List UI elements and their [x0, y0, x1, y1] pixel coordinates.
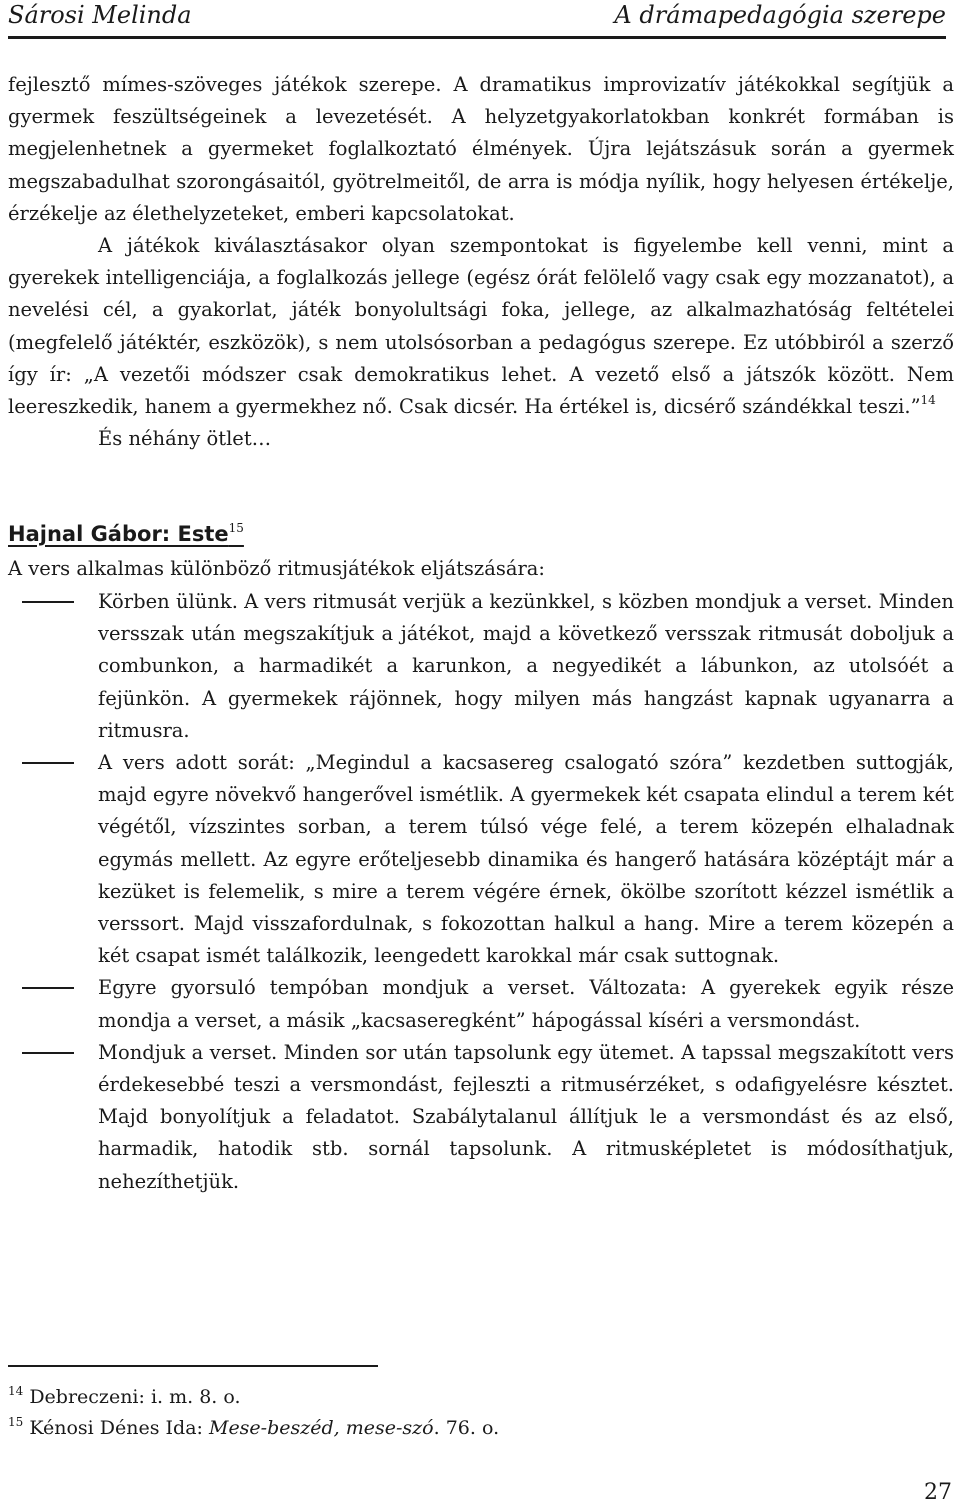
list-item	[8, 747, 954, 972]
page-number: 27	[924, 1480, 952, 1505]
paragraph-2	[8, 230, 954, 423]
list-item-text: A vers adott sorát: „Megindul a kacsasereg csalogató szóra” kezdetben suttogják, majd egyre növekvő hangerővel ismétlik. A gyermekek két csapata elindul a terem két végétől, vízszintes sorban, a terem túlsó vége felé, a terem közepén elhaladnak egymás mellett. Az egyre erőteljesebb dinamika és hangerő hatására középtájt már a kezüket is felemelik, s mire a terem végére érnek, ökölbe szorított kézzel ismétlik a verssort. Majd visszafordulnak, s fokozottan halkul a hang. Mire a terem közepén a két csapat ismét találkozik, leengedett karokkal már csak suttognak.	[98, 751, 954, 968]
list-item-text: Mondjuk a verset. Minden sor után tapsolunk egy ütemet. A tapssal megszakított vers érdekesebbé teszi a versmondást, fejleszti a ritmusérzéket, s odafigyelésre késztet. Majd bonyolítjuk a feladatot. Szabálytalanul állítjuk le a versmondást és az első, harmadik, hatodik stb. sornál tapsolunk. A ritmusképletet is módosíthatjuk, nehezíthetjük.	[98, 1040, 954, 1193]
footnote-text: Debreczeni: i. m. 8. o.	[29, 1386, 241, 1408]
paragraph-2-text: A játékok kiválasztásakor olyan szempontokat is figyelembe kell venni, mint a gyerekek intelligenciája, a foglalkozás jellege (egész órát felölelő vagy csak egy mozzanatot), a nevelési cél, a gyakorlat, játék bonyolultsági foka, jellege, az alkalmazhatóság feltételei (megfelelő játéktér, eszközök), s nem utolsósorban a pedagógus szerepe. Ez utóbbiról a szerző így ír: „A vezetői módszer csak demokratikus lehet. A vezető első a játszók között. Nem leereszkedik, hanem a gyermekhez nő. Csak dicsér. Ha értékel is, dicsérő szándékkal teszi.”	[8, 234, 954, 419]
list-item-text: Körben ülünk. A vers ritmusát verjük a kezünkkel, s közben mondjuk a verset. Minden versszak után megszakítjuk a játékot, majd a következő versszak ritmusát doboljuk a combunkon, a harmadikét a karunkon, a negyedikét a lábunkon, az utolsóét a fejünkön. A gyermekek rájönnek, hogy milyen más hangzást kapnak ugyanarra a ritmusra.	[98, 590, 954, 742]
paragraph-1: fejlesztő mímes-szöveges játékok szerepe. A dramatikus improvizatív játékokkal segítjük a gyermek feszültségeinek a levezetését. A helyzetgyakorlatokban konkrét formában is megjelenhetnek a gyermeket foglalkoztató élmények. Újra lejátszásuk során a gyermek megszabadulhat szorongásaitól, gyötrelmeitől, de arra is módja nyílik, hogy helyesen értékelje, érzékelje az élethelyzeteket, emberi kapcsolatokat.	[8, 73, 954, 225]
list-item	[8, 586, 954, 747]
section-title-text: Hajnal Gábor: Este	[8, 522, 229, 546]
list-item	[8, 972, 954, 1036]
footnote-ref-14[interactable]: 14	[920, 393, 936, 408]
footnotes	[8, 1382, 499, 1444]
page-header	[8, 0, 946, 39]
list-intro: A vers alkalmas különböző ritmusjátékok eljátszására:	[8, 557, 545, 580]
header-author: Sárosi Melinda	[8, 1, 192, 29]
ideas-line: És néhány ötlet…	[98, 427, 272, 451]
section-title	[8, 522, 244, 546]
dash-bullet-icon	[22, 987, 74, 989]
dash-bullet-icon	[22, 601, 74, 603]
dash-bullet-icon	[22, 762, 74, 764]
footnote-separator	[8, 1365, 378, 1367]
footnote-prefix: Kénosi Dénes Ida:	[29, 1417, 209, 1439]
dash-bullet-icon	[22, 1052, 74, 1054]
footnote-ref-15[interactable]: 15	[228, 521, 244, 535]
footnote-number: 15	[8, 1415, 24, 1429]
list-item	[8, 1037, 954, 1198]
activity-list	[8, 586, 954, 1198]
footnote-suffix: . 76. o.	[433, 1417, 500, 1439]
footnote-15	[8, 1413, 499, 1444]
body-text	[8, 69, 954, 455]
footnote-14	[8, 1382, 499, 1413]
header-title: A drámapedagógia szerepe	[614, 1, 946, 29]
list-item-text: Egyre gyorsuló tempóban mondjuk a verset. Változata: A gyerekek egyik része mondja a verset, a másik „kacsaseregként” hápogással kíséri a versmondást.	[98, 976, 954, 1032]
footnote-number: 14	[8, 1384, 24, 1398]
footnote-book-title: Mese-beszéd, mese-szó	[208, 1417, 434, 1439]
